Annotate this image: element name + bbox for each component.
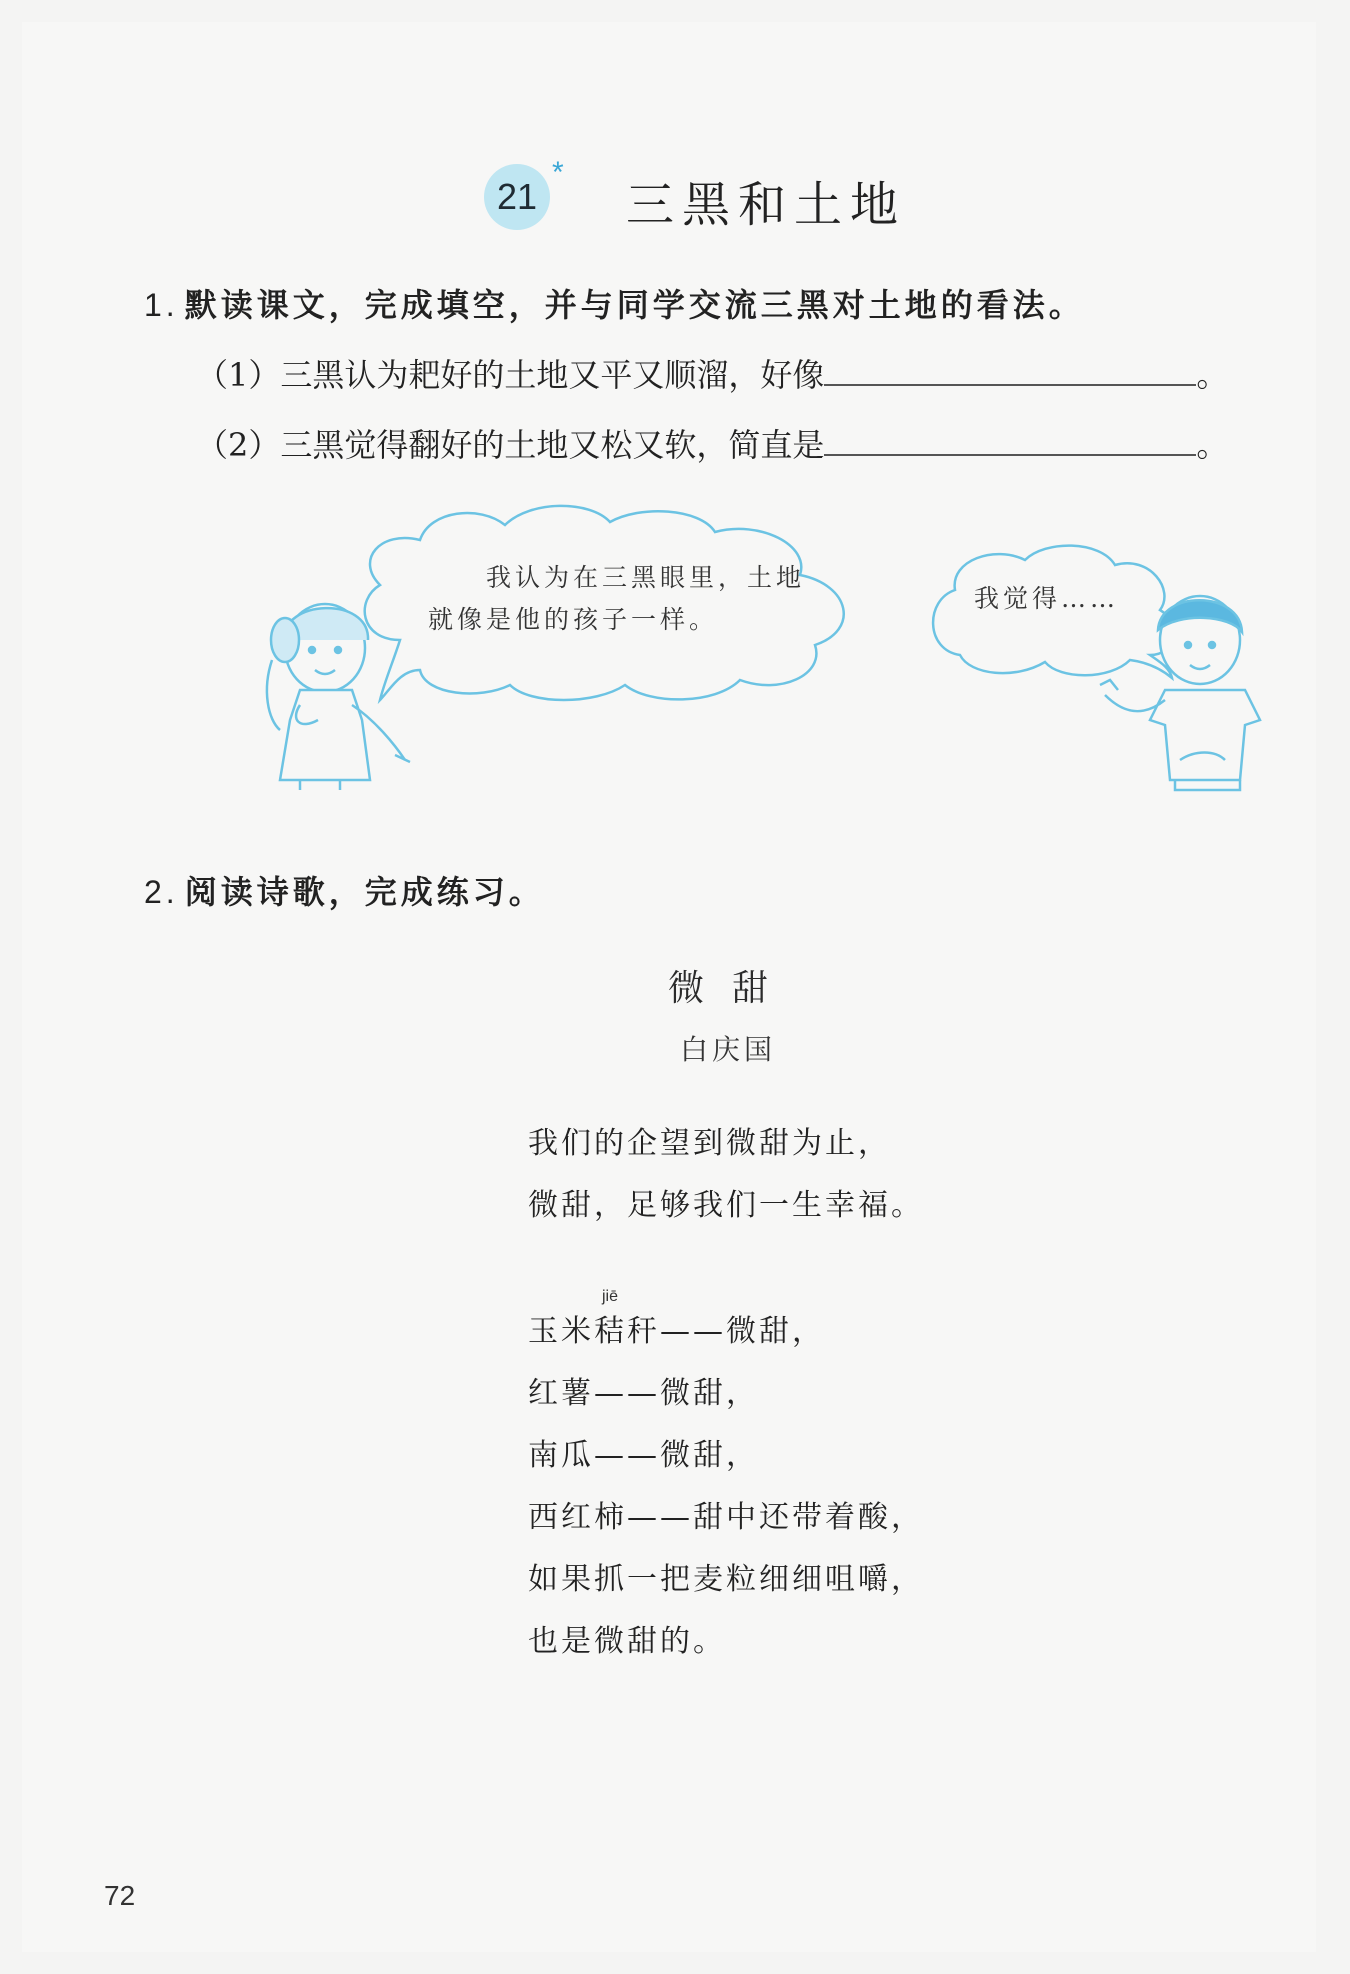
pinyin-annotation: jiē: [602, 1288, 619, 1305]
poem-author: 白庆国: [680, 1033, 777, 1066]
poem-title: 微甜: [668, 968, 797, 1009]
question-2-heading: [144, 867, 545, 913]
girl-bubble-line-2: 就像是他的孩子一样。: [428, 605, 719, 634]
question-2-prompt: 阅读诗歌，完成练习。: [184, 873, 545, 911]
poem-line: 玉米秸秆——微甜，: [528, 1314, 825, 1349]
question-1-item-2-text: （2）三黑觉得翻好的土地又松又软，简直是: [196, 426, 825, 464]
poem-line: 南瓜——微甜，: [528, 1438, 759, 1473]
question-2-number: 2.: [144, 874, 179, 910]
poem-line: 红薯——微甜，: [528, 1376, 759, 1411]
question-1-prompt: 默读课文，完成填空，并与同学交流三黑对土地的看法。: [184, 286, 1085, 324]
page-number: 72: [104, 1880, 136, 1911]
optional-lesson-star: *: [552, 156, 564, 189]
question-1-item-1-end: 。: [1196, 356, 1229, 394]
poem-line: 西红柿——甜中还带着酸，: [528, 1500, 924, 1535]
lesson-number: 21: [496, 176, 538, 217]
question-1-item-2-end: 。: [1196, 426, 1229, 464]
girl-bubble-line-1: 我认为在三黑眼里，土地: [486, 563, 806, 592]
question-1-item-1-text: （1）三黑认为耙好的土地又平又顺溜，好像: [196, 356, 825, 394]
poem-line: 我们的企望到微甜为止，: [528, 1126, 891, 1161]
poem-line: 微甜，足够我们一生幸福。: [528, 1188, 924, 1223]
poem-line: 如果抓一把麦粒细细咀嚼，: [528, 1562, 924, 1597]
poem-line: 也是微甜的。: [528, 1624, 726, 1659]
boy-bubble-text: 我觉得……: [974, 584, 1120, 613]
lesson-title: 三黑和土地: [626, 177, 907, 233]
question-1-number: 1.: [144, 287, 179, 323]
